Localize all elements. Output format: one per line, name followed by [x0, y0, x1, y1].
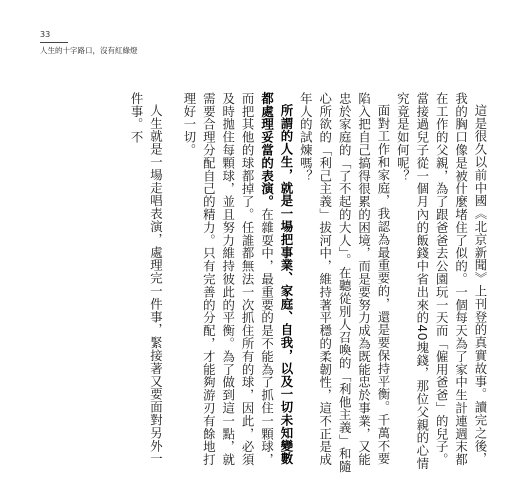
paragraph-4: [127, 92, 166, 478]
paragraph-1-text: 這是很久以前中國《北京新聞》上刊登的真實故事。讀完之後，我的胸口像是被什麼堵住了似的。一個每天為了家中生計連週末都在工作的父親，為了跟爸爸去公園玩一天而「僱用爸爸」的兒子。當接過兒子從一個月內的飯錢中省出來的40塊錢，那位父親的心情究竟是如何呢？: [395, 92, 488, 470]
paragraph-2: [296, 92, 393, 478]
chapter-title: 人生的十字路口，沒有紅綠燈: [40, 46, 138, 55]
page-header: [40, 30, 240, 56]
page-number: 33: [40, 30, 51, 39]
paragraph-3: [180, 92, 296, 478]
paragraph-2-text: 面對工作和家庭，我認為最重要的，還是要保持平衡。千萬不要陷入把自己搞得很累的困境，而是要努力成為既能忠於事業，又能忠於家庭的「了不起的大人」。在聽從別人召喚的「利他主義」和隨心所欲的「利己主義」拔河中，維持著平穩的柔韌性，這不正是成年人的試煉嗎？: [298, 92, 391, 473]
paragraph-1: [393, 92, 490, 478]
header-rule: [40, 42, 68, 43]
paragraph-3-text: 在雜耍中，最重要的是不能為了抓住一顆球，而把其他的球都掉了。任誰都無法一次抓住所有的球，因此，必須及時拋住每顆球，並且努力維持彼此的平衡。為了做到這一點，就需要合理分配自己的精力。只有完善的分配，才能夠游刃有餘地打理好一切。: [181, 92, 275, 467]
paragraph-3-emphasis: 所謂的人生，就是一場把事業、家庭、自我，以及一切未知變數都處理妥當的表演。: [259, 92, 294, 466]
body-text: [113, 92, 490, 478]
paragraph-4-text: 人生就是一場走唱表演，處理完一件事，緊接著又要面對另外一件事。不: [129, 92, 164, 466]
